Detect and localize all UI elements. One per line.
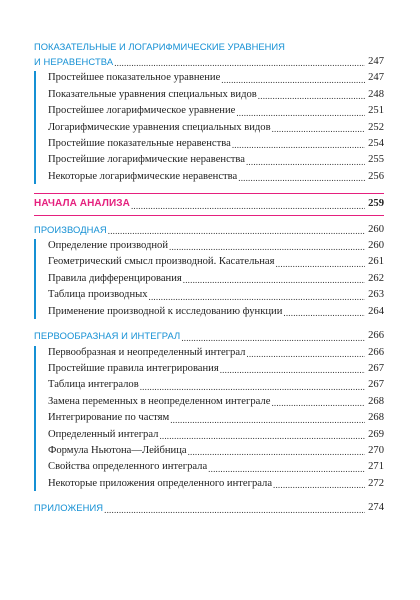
toc-entry[interactable] (34, 271, 384, 287)
entry-title: Показательные уравнения специальных видов (48, 88, 257, 100)
entry-title: Простейшее логарифмическое уравнение (48, 105, 236, 117)
entry-page: 263 (368, 289, 384, 301)
leader-dots (208, 462, 365, 476)
toc-entry[interactable] (34, 427, 384, 443)
section-title: ПРИЛОЖЕНИЯ (34, 502, 104, 514)
toc-entry[interactable] (34, 254, 384, 270)
leader-dots (273, 478, 365, 492)
section-title-line[interactable] (34, 500, 384, 516)
section-integral (34, 328, 384, 492)
leader-dots (238, 171, 365, 185)
section-page: 266 (368, 330, 384, 342)
toc-entry[interactable] (34, 169, 384, 185)
toc-entry[interactable] (34, 87, 384, 103)
entry-title: Правила дифференцирования (48, 272, 182, 284)
entry-title: Применение производной к исследованию функции (48, 305, 283, 317)
leader-dots (170, 413, 365, 427)
entry-page: 247 (368, 72, 384, 84)
toc-entry[interactable] (34, 476, 384, 492)
section-items (34, 345, 384, 493)
chapter-analysis (34, 193, 384, 215)
toc-entry[interactable] (34, 345, 384, 361)
leader-dots (220, 363, 365, 377)
toc-entry[interactable] (34, 120, 384, 136)
entry-page: 255 (368, 154, 384, 166)
leader-dots (140, 380, 365, 394)
leader-dots (114, 56, 365, 70)
toc-entry[interactable] (34, 238, 384, 254)
leader-dots (272, 122, 365, 136)
entry-page: 261 (368, 256, 384, 268)
toc-entry[interactable] (34, 70, 384, 86)
entry-title: Таблица интегралов (48, 379, 139, 391)
entry-page: 248 (368, 88, 384, 100)
toc-entry[interactable] (34, 410, 384, 426)
leader-dots (104, 503, 365, 517)
entry-title: Простейшие показательные неравенства (48, 138, 231, 150)
entry-title: Простейшие правила интегрирования (48, 362, 219, 374)
entry-title: Некоторые приложения определенного интеграла (48, 477, 273, 489)
section-title-part2: И НЕРАВЕНСТВА (34, 56, 114, 67)
spacer (34, 320, 384, 328)
section-page: 247 (368, 56, 384, 67)
toc-entry[interactable] (34, 459, 384, 475)
leader-dots (188, 445, 365, 459)
spacer (34, 185, 384, 193)
leader-dots (246, 155, 365, 169)
toc-entry[interactable] (34, 136, 384, 152)
entry-page: 269 (368, 428, 384, 440)
entry-page: 268 (368, 412, 384, 424)
section-exp-log (34, 40, 384, 185)
leader-dots (131, 199, 365, 213)
entry-page: 260 (368, 240, 384, 252)
entry-title: Простейшие логарифмические неравенства (48, 154, 245, 166)
leader-dots (149, 290, 365, 304)
leader-dots (258, 89, 365, 103)
toc-entry[interactable] (34, 394, 384, 410)
section-appendix (34, 500, 384, 516)
entry-page: 254 (368, 138, 384, 150)
toc-entry[interactable] (34, 287, 384, 303)
leader-dots (169, 240, 365, 254)
entry-title: Определенный интеграл (48, 428, 159, 440)
leader-dots (108, 224, 365, 238)
section-title-line[interactable] (34, 40, 384, 54)
chapter-page: 259 (368, 198, 384, 210)
entry-title: Замена переменных в неопределенном интеграле (48, 395, 271, 407)
leader-dots (275, 257, 365, 271)
leader-dots (183, 273, 365, 287)
section-derivative (34, 222, 384, 320)
entry-page: 264 (368, 305, 384, 317)
entry-page: 268 (368, 395, 384, 407)
section-page: 260 (368, 223, 384, 235)
leader-dots (181, 331, 365, 345)
section-title: ПРОИЗВОДНАЯ (34, 223, 107, 235)
entry-title: Формула Ньютона—Лейбница (48, 444, 187, 456)
leader-dots (271, 396, 365, 410)
toc-entry[interactable] (34, 377, 384, 393)
entry-title: Логарифмические уравнения специальных видов (48, 121, 271, 133)
section-title-line-2[interactable] (34, 54, 384, 70)
toc-entry[interactable] (34, 152, 384, 168)
entry-title: Простейшее показательное уравнение (48, 72, 221, 84)
entry-page: 252 (368, 121, 384, 133)
leader-dots (221, 73, 365, 87)
leader-dots (232, 138, 365, 152)
entry-page: 251 (368, 105, 384, 117)
entry-page: 272 (368, 477, 384, 489)
leader-dots (283, 306, 365, 320)
leader-dots (159, 429, 365, 443)
entry-page: 267 (368, 379, 384, 391)
entry-title: Определение производной (48, 240, 169, 252)
entry-page: 271 (368, 461, 384, 473)
toc-entry[interactable] (34, 103, 384, 119)
leader-dots (236, 106, 365, 120)
entry-page: 266 (368, 346, 384, 358)
section-title-line[interactable] (34, 328, 384, 344)
toc-entry[interactable] (34, 304, 384, 320)
section-title-part1: ПОКАЗАТЕЛЬНЫЕ И ЛОГАРИФМИЧЕСКИЕ УРАВНЕНИЯ (34, 41, 285, 52)
entry-title: Первообразная и неопределенный интеграл (48, 346, 246, 358)
section-items (34, 70, 384, 185)
entry-page: 262 (368, 272, 384, 284)
section-title-line[interactable] (34, 222, 384, 238)
toc-entry[interactable] (34, 361, 384, 377)
entry-title: Геометрический смысл производной. Касательная (48, 256, 275, 268)
entry-title: Некоторые логарифмические неравенства (48, 170, 238, 182)
spacer (34, 492, 384, 500)
toc-entry[interactable] (34, 443, 384, 459)
entry-page: 256 (368, 170, 384, 182)
section-page: 274 (368, 502, 384, 514)
entry-page: 267 (368, 362, 384, 374)
entry-title: Интегрирование по частям (48, 412, 170, 424)
table-of-contents (34, 40, 384, 517)
entry-title: Таблица производных (48, 289, 148, 301)
entry-title: Свойства определенного интеграла (48, 461, 208, 473)
entry-page: 270 (368, 444, 384, 456)
chapter-line[interactable] (34, 196, 384, 212)
section-items (34, 238, 384, 320)
leader-dots (246, 347, 365, 361)
section-title: ПЕРВООБРАЗНАЯ И ИНТЕГРАЛ (34, 330, 181, 342)
chapter-title: НАЧАЛА АНАЛИЗА (34, 198, 130, 210)
